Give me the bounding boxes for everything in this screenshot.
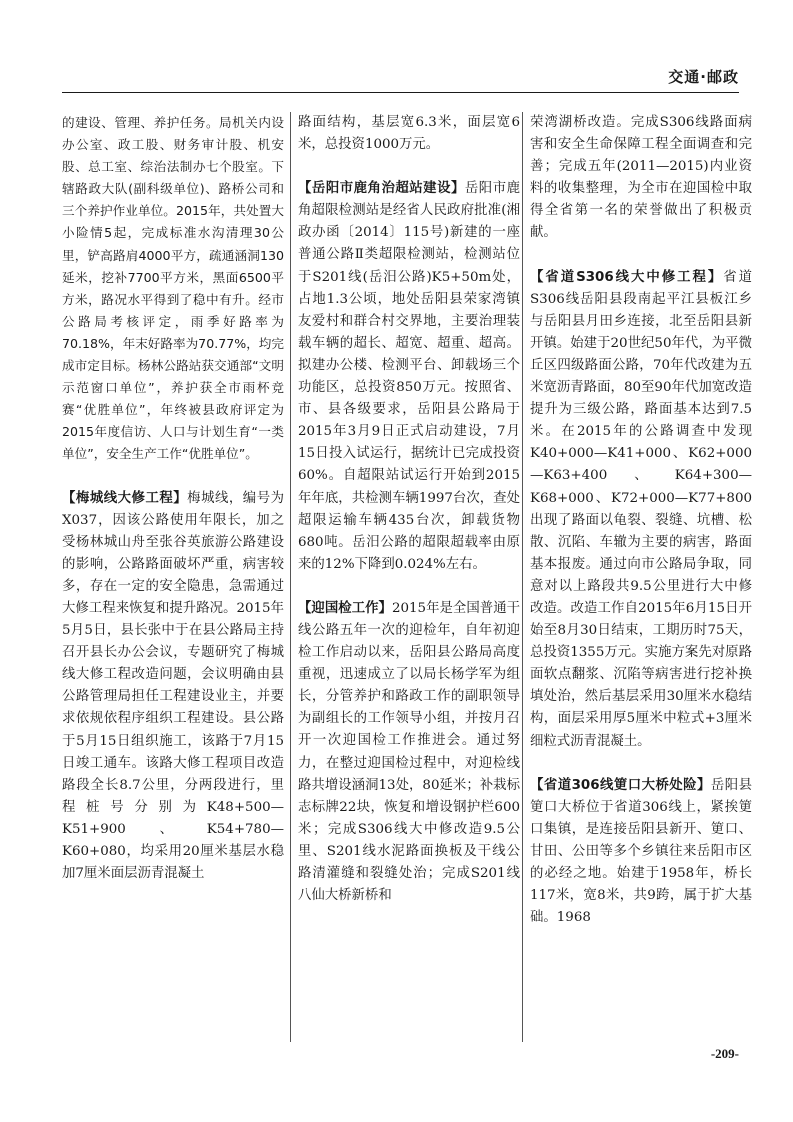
section-heading: 【省道306线筻口大桥处险】 <box>530 777 711 793</box>
paragraph-text: 荣湾湖桥改造。完成S306线路面病害和安全生命保障工程全面调查和完善；完成五年(2011—2015)内业资料的收集整理，为全市在迎国检中取得全省第一名的荣誉做出了积极贡献。 <box>530 115 752 241</box>
column-1 <box>62 112 284 885</box>
section-title: 交通·邮政 <box>668 68 739 86</box>
paragraph-text: 的建设、管理、养护任务。局机关内设办公室、政工股、财务审计股、机安股、总工室、综治法制办七个股室。下辖路政大队(副科级单位)、路桥公司和三个养护作业单位。2015年，共处置大小险情5起，完成标准水沟清理30公里，铲高路肩4000平方，疏通涵洞130延米，挖补7700平方米，黑面6500平方米，路况水平得到了稳中有升。经市公路局考核评定，雨季好路率为70.18%，年末好路率为70.77%，均完成市定目标。杨林公路站获交通部“文明示范窗口单位”，养护获全市雨杯竞赛“优胜单位”，年终被县政府评定为2015年度信访、人口与计划生育“一类单位”，安全生产工作“优胜单位”。 <box>62 115 284 462</box>
paragraph <box>62 112 284 466</box>
column-2 <box>298 112 520 907</box>
page-number: -209- <box>710 1046 739 1061</box>
paragraph-text: 路面结构，基层宽6.3米，面层宽6米，总投资1000万元。 <box>298 115 520 153</box>
paragraph-text: 岳阳市鹿角超限检测站是经省人民政府批准(湘政办函〔2014〕115号)新建的一座普通公路Ⅱ类超限检测站，检测站位于S201线(岳汨公路)K5+50m处，占地1.3公顷，地处岳阳县荣家湾镇友爱村和群合村交界地，主要治理装载车辆的超长、超宽、超重、超高。拟建办公楼、检测平台、卸载场三个功能区，总投资850万元。按照省、市、县各级要求，岳阳县公路局于2015年3月9日正式启动建设，7月15日投入试运行，据统计已完成投资60%。自超限站试运行开始到2015年年底，共检测车辆1997台次，查处超限运输车辆435台次，卸载货物680吨。岳汨公路的超限超载率由原来的12%下降到0.024%左右。 <box>298 181 521 572</box>
paragraph <box>298 598 520 907</box>
paragraph <box>530 112 752 245</box>
paragraph <box>298 178 520 576</box>
column-divider <box>522 112 523 1042</box>
paragraph <box>530 267 752 753</box>
section-heading: 【迎国检工作】 <box>298 600 392 616</box>
paragraph-text: 2015年是全国普通干线公路五年一次的迎检年，自年初迎检工作启动以来，岳阳县公路局高度重视，迅速成立了以局长杨学军为组长，分管养护和路政工作的副职领导为副组长的工作领导小组，并按月召开一次迎国检工作推进会。通过努力，在整过迎国检过程中，对迎检线路共增设涵洞13处，80延米；补栽标志标牌22块，恢复和增设钢护栏600米；完成S306线大中修改造9.5公里、S201线水泥路面换板及干线公路清灌缝和裂缝处治；完成S201线八仙大桥新桥和 <box>298 600 521 904</box>
paragraph <box>62 488 284 886</box>
paragraph <box>530 775 752 930</box>
column-divider <box>290 112 291 1042</box>
column-3 <box>530 112 752 929</box>
paragraph <box>298 112 520 156</box>
paragraph-text: 省道S306线岳阳县段南起平江县板江乡与岳阳县月田乡连接，北至岳阳县新开镇。始建于20世纪50年代，为平微丘区四级路面公路，70年代改建为五米宽沥青路面，80至90年代加宽改造提升为三级公路，路面基本达到7.5米。在2015年的公路调查中发现K40+000—K41+000、K62+000—K63+400、K64+300—K68+000、K72+000—K77+800出现了路面以龟裂、裂缝、坑槽、松散、沉陷、车辙为主要的病害，路面基本报废。通过向市公路局争取，同意对以上路段共9.5公里进行大中修改造。改造工作自2015年6月15日开始至8月30日结束，工期历时75天，总投资1355万元。实施方案先对原路面软点翻浆、沉陷等病害进行挖补换填处治，然后基层采用30厘米水稳结构，面层采用厚5厘米中粒式+3厘米细粒式沥青混凝土。 <box>530 269 752 749</box>
section-heading: 【岳阳市鹿角治超站建设】 <box>298 181 465 197</box>
header-rule <box>62 92 739 93</box>
paragraph-text: 梅城线，编号为X037，因该公路使用年限长，加之受杨林城山舟至张谷英旅游公路建设的影响，公路路面破坏严重，病害较多，存在一定的安全隐患，急需通过大修工程来恢复和提升路况。2015年5月5日，县长张中于在县公路局主持召开县长办公会议，专题研究了梅城线大修工程改造问题，会议明确由县公路管理局担任工程建设业主，并要求依规依程序组织工程建设。县公路于5月15日组织施工，该路于7月15日竣工通车。该路大修工程项目改造路段全长8.7公里，分两段进行，里程桩号分别为K48+500—K51+900、K54+780—K60+080，均采用20厘米基层水稳加7厘米面层沥青混凝土 <box>62 490 285 882</box>
section-heading: 【梅城线大修工程】 <box>62 490 188 506</box>
section-heading: 【省道S306线大中修工程】 <box>530 269 724 285</box>
paragraph-text: 岳阳县筻口大桥位于省道306线上，紧挨筻口集镇，是连接岳阳县新开、筻口、甘田、公田等多个乡镇往来岳阳市区的必经之地。始建于1958年，桥长117米，宽8米，共9跨，属于扩大基础。1968 <box>530 777 753 926</box>
